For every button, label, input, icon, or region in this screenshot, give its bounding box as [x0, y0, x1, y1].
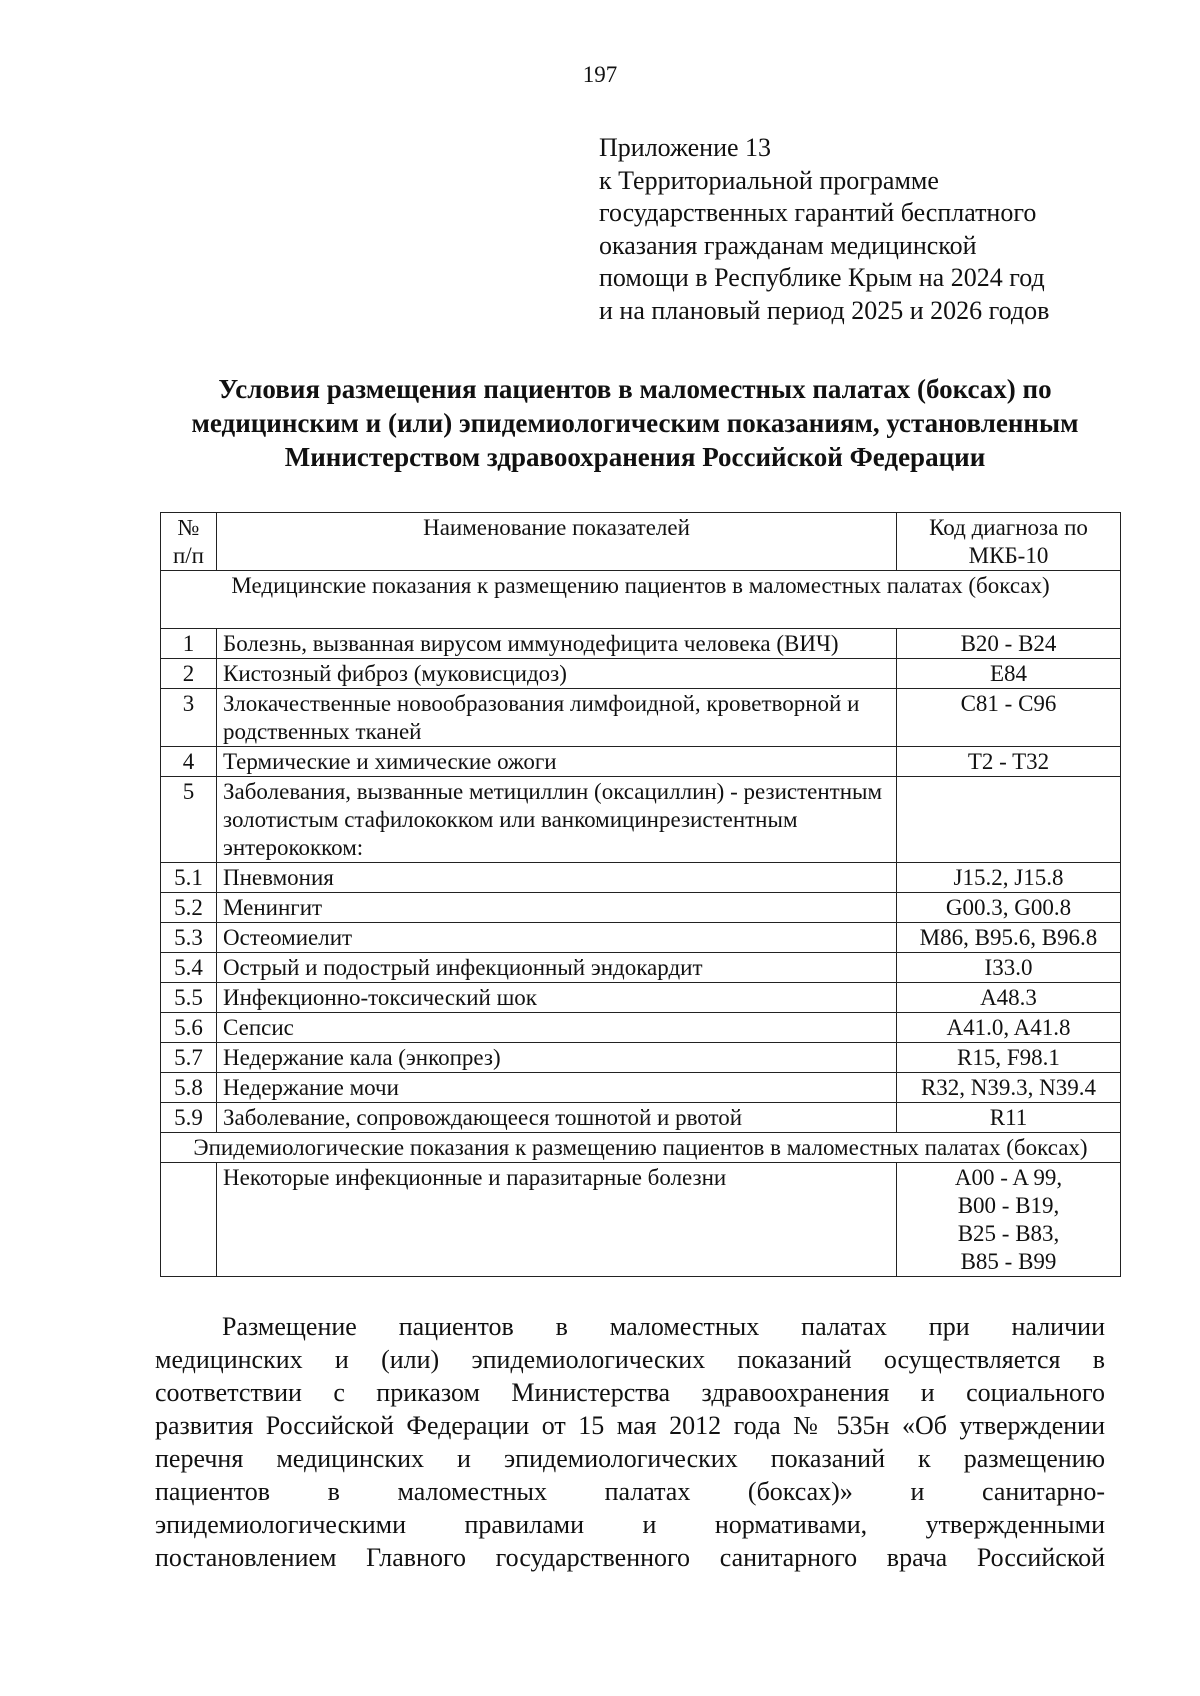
- code-line: B85 - B99: [960, 1249, 1057, 1274]
- row-num: 5.3: [161, 923, 217, 953]
- row-code: T2 - T32: [897, 747, 1121, 777]
- table-row: [161, 629, 1121, 659]
- row-code: A41.0, A41.8: [897, 1013, 1121, 1043]
- row-name: Злокачественные новообразования лимфоидной, кроветворной и родственных тканей: [217, 689, 897, 747]
- code-line: B00 - B19,: [957, 1193, 1060, 1218]
- row-name: Недержание мочи: [217, 1073, 897, 1103]
- row-num: 5.7: [161, 1043, 217, 1073]
- section-row-epidemiological: [161, 1133, 1121, 1163]
- table-row: [161, 923, 1121, 953]
- section-medical-title: Медицинские показания к размещению пациентов в маломестных палатах (боксах): [161, 571, 1121, 629]
- paragraph-line: постановлением Главного государственного санитарного врача Российской: [155, 1543, 1105, 1572]
- row-code: R15, F98.1: [897, 1043, 1121, 1073]
- row-num: 5.9: [161, 1103, 217, 1133]
- title-line: Условия размещения пациентов в маломестных палатах (боксах) по: [218, 374, 1052, 404]
- row-code: [897, 777, 1121, 863]
- title-line: Министерством здравоохранения Российской Федерации: [284, 442, 986, 472]
- row-code: R32, N39.3, N39.4: [897, 1073, 1121, 1103]
- row-num: 5.1: [161, 863, 217, 893]
- row-num: 4: [161, 747, 217, 777]
- section-row-medical: [161, 571, 1121, 629]
- paragraph-line: соответствии с приказом Министерства здравоохранения и социального: [155, 1378, 1105, 1407]
- row-name: Кистозный фиброз (муковисцидоз): [217, 659, 897, 689]
- row-code: G00.3, G00.8: [897, 893, 1121, 923]
- row-num: 5.4: [161, 953, 217, 983]
- row-code: [897, 1163, 1121, 1277]
- table-row: [161, 893, 1121, 923]
- body-paragraph: [155, 1310, 1105, 1574]
- document-title: [150, 372, 1120, 474]
- appendix-line: Приложение 13: [599, 133, 772, 162]
- indications-table: [160, 512, 1121, 1277]
- table-row: [161, 863, 1121, 893]
- table-row: [161, 689, 1121, 747]
- section-epidemiological-title: Эпидемиологические показания к размещению пациентов в маломестных палатах (боксах): [161, 1133, 1121, 1163]
- row-code: E84: [897, 659, 1121, 689]
- row-num: 5.5: [161, 983, 217, 1013]
- row-name: Заболевания, вызванные метициллин (оксациллин) - резистентным золотистым стафилококком или ванкомицинрезистентным энтерококком:: [217, 777, 897, 863]
- table-row: [161, 1073, 1121, 1103]
- row-name: Инфекционно-токсический шок: [217, 983, 897, 1013]
- row-code: A48.3: [897, 983, 1121, 1013]
- row-name: Остеомиелит: [217, 923, 897, 953]
- table-row: [161, 659, 1121, 689]
- title-line: медицинским и (или) эпидемиологическим показаниям, установленным: [191, 408, 1079, 438]
- row-name: Пневмония: [217, 863, 897, 893]
- row-num: 5.2: [161, 893, 217, 923]
- paragraph-line: развития Российской Федерации от 15 мая 2012 года № 535н «Об утверждении: [155, 1411, 1105, 1440]
- row-code: M86, B95.6, B96.8: [897, 923, 1121, 953]
- appendix-line: оказания гражданам медицинской: [599, 230, 977, 260]
- table-row: [161, 1043, 1121, 1073]
- table-row: [161, 777, 1121, 863]
- table-header-row: [161, 513, 1121, 571]
- table-row: [161, 1103, 1121, 1133]
- table-row: [161, 1013, 1121, 1043]
- table-row: [161, 953, 1121, 983]
- row-num: 5.6: [161, 1013, 217, 1043]
- row-num: 1: [161, 629, 217, 659]
- row-code: B20 - B24: [897, 629, 1121, 659]
- appendix-line: и на плановый период 2025 и 2026 годов: [599, 295, 1050, 325]
- code-line: A00 - A 99,: [954, 1165, 1063, 1190]
- row-name: Сепсис: [217, 1013, 897, 1043]
- row-name: Термические и химические ожоги: [217, 747, 897, 777]
- paragraph-line: эпидемиологическими правилами и нормативами, утвержденными: [155, 1510, 1105, 1539]
- row-name: Острый и подострый инфекционный эндокардит: [217, 953, 897, 983]
- row-num: [161, 1163, 217, 1277]
- paragraph-line: Размещение пациентов в маломестных палатах при наличии: [222, 1312, 1105, 1341]
- table-row: [161, 747, 1121, 777]
- page-number: 197: [582, 62, 618, 87]
- row-code: I33.0: [897, 953, 1121, 983]
- row-name: Болезнь, вызванная вирусом иммунодефицита человека (ВИЧ): [217, 629, 897, 659]
- row-num: 2: [161, 659, 217, 689]
- paragraph-line: перечня медицинских и эпидемиологических показаний к размещению: [155, 1444, 1105, 1473]
- code-line: B25 - B83,: [957, 1221, 1060, 1246]
- row-name: Недержание кала (энкопрез): [217, 1043, 897, 1073]
- row-code: C81 - C96: [897, 689, 1121, 747]
- appendix-line: помощи в Республике Крым на 2024 год: [599, 263, 1045, 292]
- row-num: 3: [161, 689, 217, 747]
- row-num: 5: [161, 777, 217, 863]
- row-code: J15.2, J15.8: [897, 863, 1121, 893]
- appendix-line: к Территориальной программе: [599, 165, 939, 195]
- header-code: Код диагноза по МКБ-10: [897, 513, 1121, 571]
- paragraph-line: пациентов в маломестных палатах (боксах)» и санитарно-: [155, 1477, 1105, 1506]
- appendix-header: [599, 132, 1139, 327]
- table-row: [161, 983, 1121, 1013]
- row-name: Заболевание, сопровождающееся тошнотой и рвотой: [217, 1103, 897, 1133]
- header-name: Наименование показателей: [217, 513, 897, 571]
- row-name: Менингит: [217, 893, 897, 923]
- table-row: [161, 1163, 1121, 1277]
- paragraph-line: медицинских и (или) эпидемиологических показаний осуществляется в: [155, 1345, 1105, 1374]
- row-code: R11: [897, 1103, 1121, 1133]
- header-num: № п/п: [161, 513, 217, 571]
- row-num: 5.8: [161, 1073, 217, 1103]
- row-name: Некоторые инфекционные и паразитарные болезни: [217, 1163, 897, 1277]
- appendix-line: государственных гарантий бесплатного: [599, 198, 1037, 227]
